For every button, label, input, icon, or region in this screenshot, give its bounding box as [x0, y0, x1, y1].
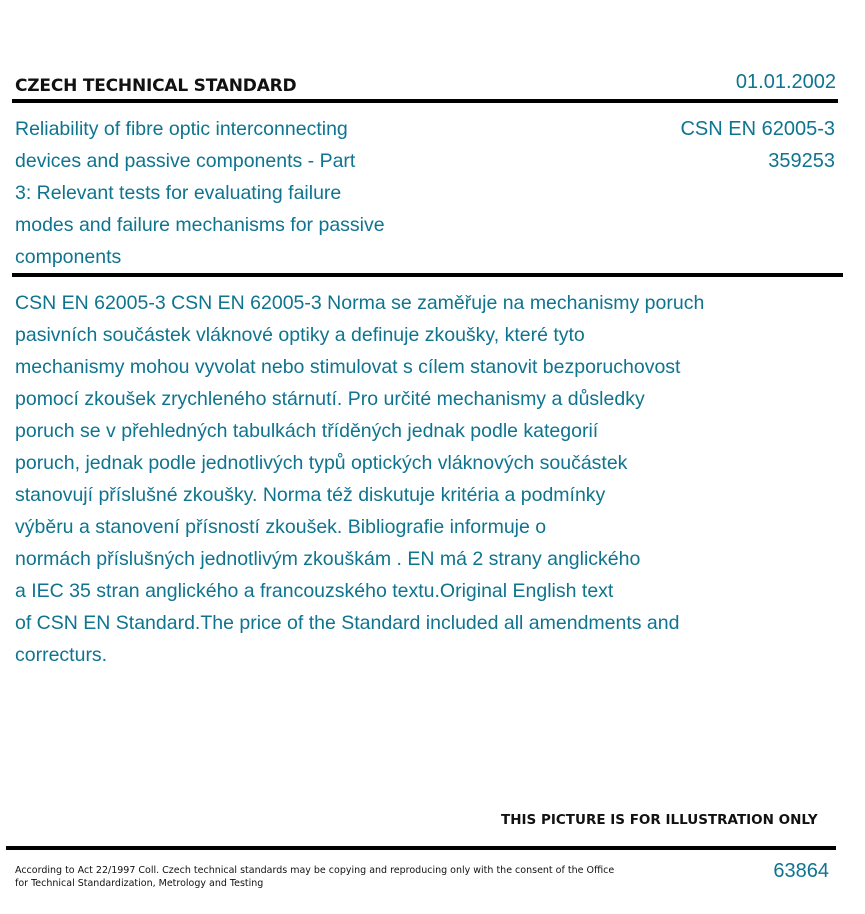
standard-code: CSN EN 62005-3 [680, 118, 835, 140]
abstract-line: pomocí zkoušek zrychleného stárnutí. Pro určité mechanismy a důsledky [15, 388, 645, 410]
abstract-text [15, 287, 815, 671]
title-divider [12, 273, 843, 277]
abstract-line: of CSN EN Standard.The price of the Standard included all amendments and [15, 612, 680, 634]
abstract-line: poruch, jednak podle jednotlivých typů optických vláknových součástek [15, 452, 628, 474]
footer-divider [6, 846, 836, 850]
abstract-line: CSN EN 62005-3 CSN EN 62005-3 Norma se zaměřuje na mechanismy poruch [15, 292, 705, 314]
title-line: components [15, 246, 122, 268]
document-number: 63864 [773, 860, 829, 882]
abstract-line: výběru a stanovení přísností zkoušek. Bibliografie informuje o [15, 516, 547, 538]
standard-title [15, 113, 445, 273]
abstract-line: mechanismy mohou vyvolat nebo stimulovat s cílem stanovit bezporuchovost [15, 356, 681, 378]
illustration-notice: THIS PICTURE IS FOR ILLUSTRATION ONLY [501, 812, 818, 828]
standard-identifiers [680, 113, 835, 177]
legal-line: for Technical Standardization, Metrology and Testing [15, 878, 264, 889]
abstract-line: correcturs. [15, 644, 108, 666]
abstract-line: a IEC 35 stran anglického a francouzského textu.Original English text [15, 580, 614, 602]
title-line: Reliability of fibre optic interconnecting [15, 118, 348, 140]
header-divider [12, 99, 838, 103]
catalog-number: 359253 [768, 150, 835, 172]
title-line: 3: Relevant tests for evaluating failure [15, 182, 342, 204]
title-line: devices and passive components - Part [15, 150, 356, 172]
abstract-line: poruch se v přehledných tabulkách tříděných jednak podle kategorií [15, 420, 599, 442]
document-type-label: CZECH TECHNICAL STANDARD [15, 76, 297, 96]
abstract-line: pasivních součástek vláknové optiky a definuje zkoušky, které tyto [15, 324, 585, 346]
legal-notice [15, 864, 614, 890]
abstract-line: normách příslušných jednotlivým zkouškám . EN má 2 strany anglického [15, 548, 641, 570]
legal-line: According to Act 22/1997 Coll. Czech technical standards may be copying and reproducing only with the consent of the Office [15, 865, 615, 876]
title-line: modes and failure mechanisms for passive [15, 214, 385, 236]
abstract-line: stanovují příslušné zkoušky. Norma též diskutuje kritéria a podmínky [15, 484, 606, 506]
publication-date: 01.01.2002 [735, 71, 836, 93]
